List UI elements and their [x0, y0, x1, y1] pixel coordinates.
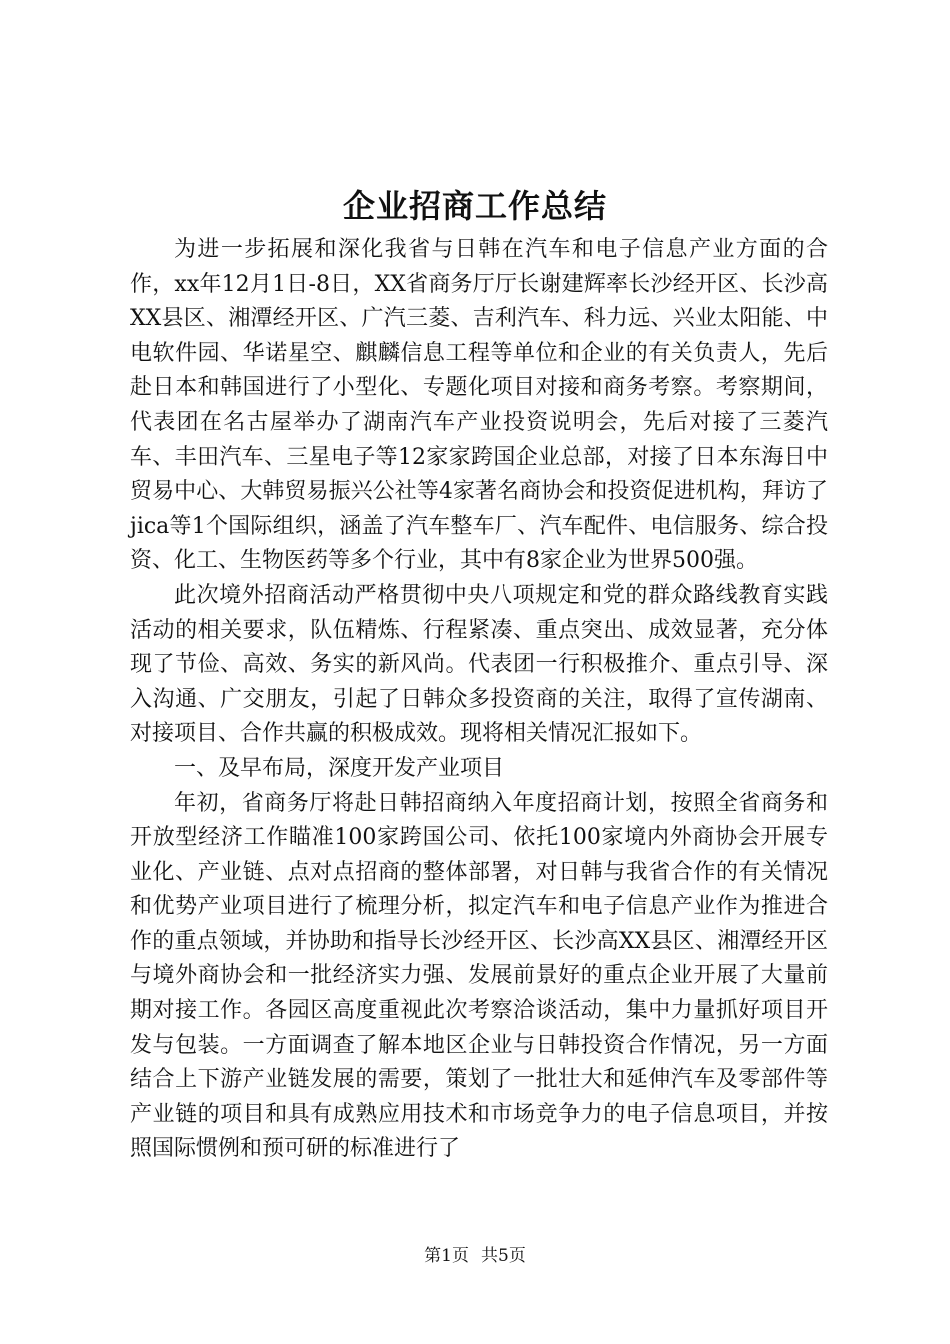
document-body: [130, 233, 828, 1167]
page-footer: [0, 1244, 950, 1268]
paragraph-section-body: 年初，省商务厅将赴日韩招商纳入年度招商计划，按照全省商务和开放型经济工作瞄准100家跨国公司、依托100家境内外商协会开展专业化、产业链、点对点招商的整体部署，对日韩与我省合作的有关情况和优势产业项目进行了梳理分析，拟定汽车和电子信息产业作为推进合作的重点领域，并协助和指导长沙经开区、长沙高XX县区、湘潭经开区与境外商协会和一批经济实力强、发展前景好的重点企业开展了大量前期对接工作。各园区高度重视此次考察洽谈活动，集中力量抓好项目开发与包装。一方面调查了解本地区企业与日韩投资合作情况，另一方面结合上下游产业链发展的需要，策划了一批壮大和延伸汽车及零部件等产业链的项目和具有成熟应用技术和市场竞争力的电子信息项目，并按照国际惯例和预可研的标准进行了: [130, 790, 828, 1162]
section-heading: 一、及早布局，深度开发产业项目: [174, 755, 505, 781]
page-total: 共5页: [481, 1246, 526, 1266]
document-title: 企业招商工作总结: [342, 187, 607, 225]
page-number: 第1页: [424, 1246, 469, 1266]
paragraph-summary: 此次境外招商活动严格贯彻中央八项规定和党的群众路线教育实践活动的相关要求，队伍精炼、行程紧凑、重点突出、成效显著，充分体现了节俭、高效、务实的新风尚。代表团一行积极推介、重点引导、深入沟通、广交朋友，引起了日韩众多投资商的关注，取得了宣传湖南、对接项目、合作共赢的积极成效。现将相关情况汇报如下。: [130, 582, 828, 747]
paragraph-intro: 为进一步拓展和深化我省与日韩在汽车和电子信息产业方面的合作，xx年12月1日-8日，XX省商务厅厅长谢建辉率长沙经开区、长沙高XX县区、湘潭经开区、广汽三菱、吉利汽车、科力远、兴业太阳能、中电软件园、华诺星空、麒麟信息工程等单位和企业的有关负责人，先后赴日本和韩国进行了小型化、专题化项目对接和商务考察。考察期间，代表团在名古屋举办了湖南汽车产业投资说明会，先后对接了三菱汽车、丰田汽车、三星电子等12家家跨国企业总部，对接了日本东海日中贸易中心、大韩贸易振兴公社等4家著名商协会和投资促进机构，拜访了jica等1个国际组织，涵盖了汽车整车厂、汽车配件、电信服务、综合投资、化工、生物医药等多个行业，其中有8家企业为世界500强。: [130, 237, 828, 574]
